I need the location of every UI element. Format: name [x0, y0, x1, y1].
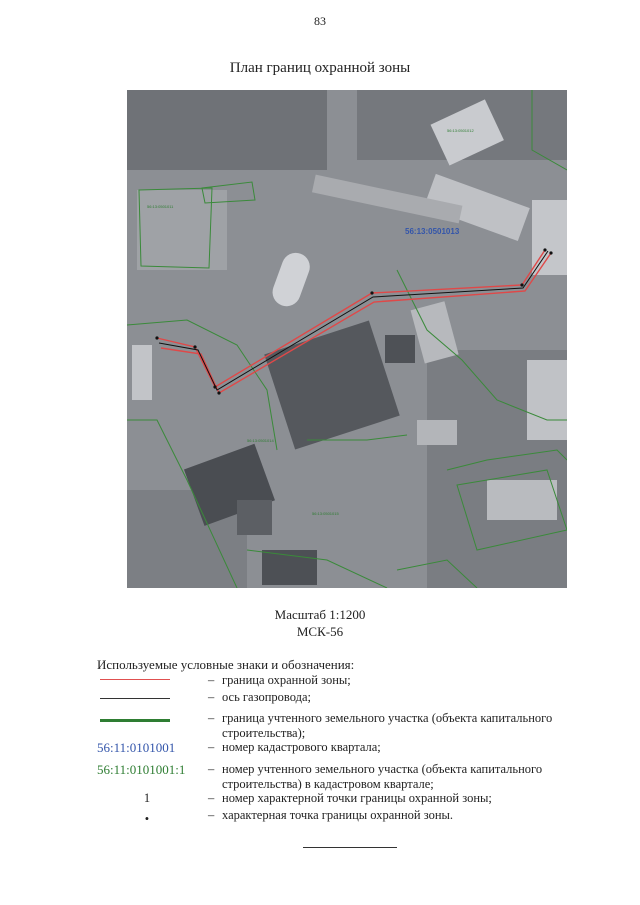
terrain-patch	[127, 90, 327, 170]
building	[417, 420, 457, 445]
legend-title: Используемые условные знаки и обозначения:	[97, 657, 355, 672]
aerial-map	[127, 90, 567, 588]
plan-title: План границ охранной зоны	[229, 60, 411, 76]
parcel-label: 56:13:0501011	[147, 204, 174, 209]
footer-rule	[303, 847, 397, 848]
legend-dash: –	[208, 762, 215, 776]
legend-dash: –	[208, 690, 215, 704]
building	[532, 200, 567, 275]
boundary-point	[370, 291, 373, 294]
legend-dash: –	[208, 808, 215, 822]
legend-item-text: номер характерной точки границы охранной зоны;	[222, 791, 492, 805]
building	[237, 500, 272, 535]
legend-item-text: номер кадастрового квартала;	[222, 740, 381, 754]
scale-label: Масштаб 1:1200	[274, 607, 366, 622]
building	[385, 335, 415, 363]
building	[487, 480, 557, 520]
zone-boundary-line-symbol	[100, 679, 170, 680]
legend-dash: –	[208, 673, 215, 687]
boundary-point	[549, 251, 552, 254]
parcel-label: 56:13:0501012	[447, 128, 474, 133]
pipeline-axis-line-symbol	[100, 698, 170, 699]
quarter-label: 56:13:0501013	[405, 227, 460, 236]
legend-item-text: характерная точка границы охранной зоны.	[222, 808, 454, 822]
legend-item-text: номер учтенного земельного участка (объекта капитального строительства) в кадастровом квартале;	[222, 762, 543, 791]
parcel-label: 56:13:0501015	[312, 511, 339, 516]
legend-dash: –	[208, 791, 215, 805]
map-svg	[127, 90, 567, 588]
boundary-point	[520, 283, 523, 286]
quarter-number-symbol: 56:11:0101001	[97, 740, 176, 755]
scale-block	[0, 606, 640, 640]
page-number: 83	[314, 14, 326, 28]
legend-item-text: граница учтенного земельного участка (объекта капитального строительства);	[222, 711, 553, 740]
parcel-boundary-line-symbol	[100, 719, 170, 722]
point-symbol: •	[144, 812, 150, 826]
boundary-point	[213, 385, 216, 388]
legend-dash: –	[208, 711, 215, 725]
building	[527, 360, 567, 440]
parcel-number-symbol: 56:11:0101001:1	[97, 762, 186, 777]
legend-dash: –	[208, 740, 215, 754]
boundary-point	[155, 336, 158, 339]
legend-item-text: ось газопровода;	[222, 690, 312, 704]
legend-item-text: граница охранной зоны;	[222, 673, 351, 687]
boundary-point	[193, 345, 196, 348]
parcel-label: 56:13:0501014	[247, 438, 274, 443]
boundary-point	[543, 248, 546, 251]
building	[132, 345, 152, 400]
point-number-symbol: 1	[143, 791, 151, 805]
boundary-point	[217, 391, 220, 394]
crs-label: МСК-56	[296, 624, 344, 639]
